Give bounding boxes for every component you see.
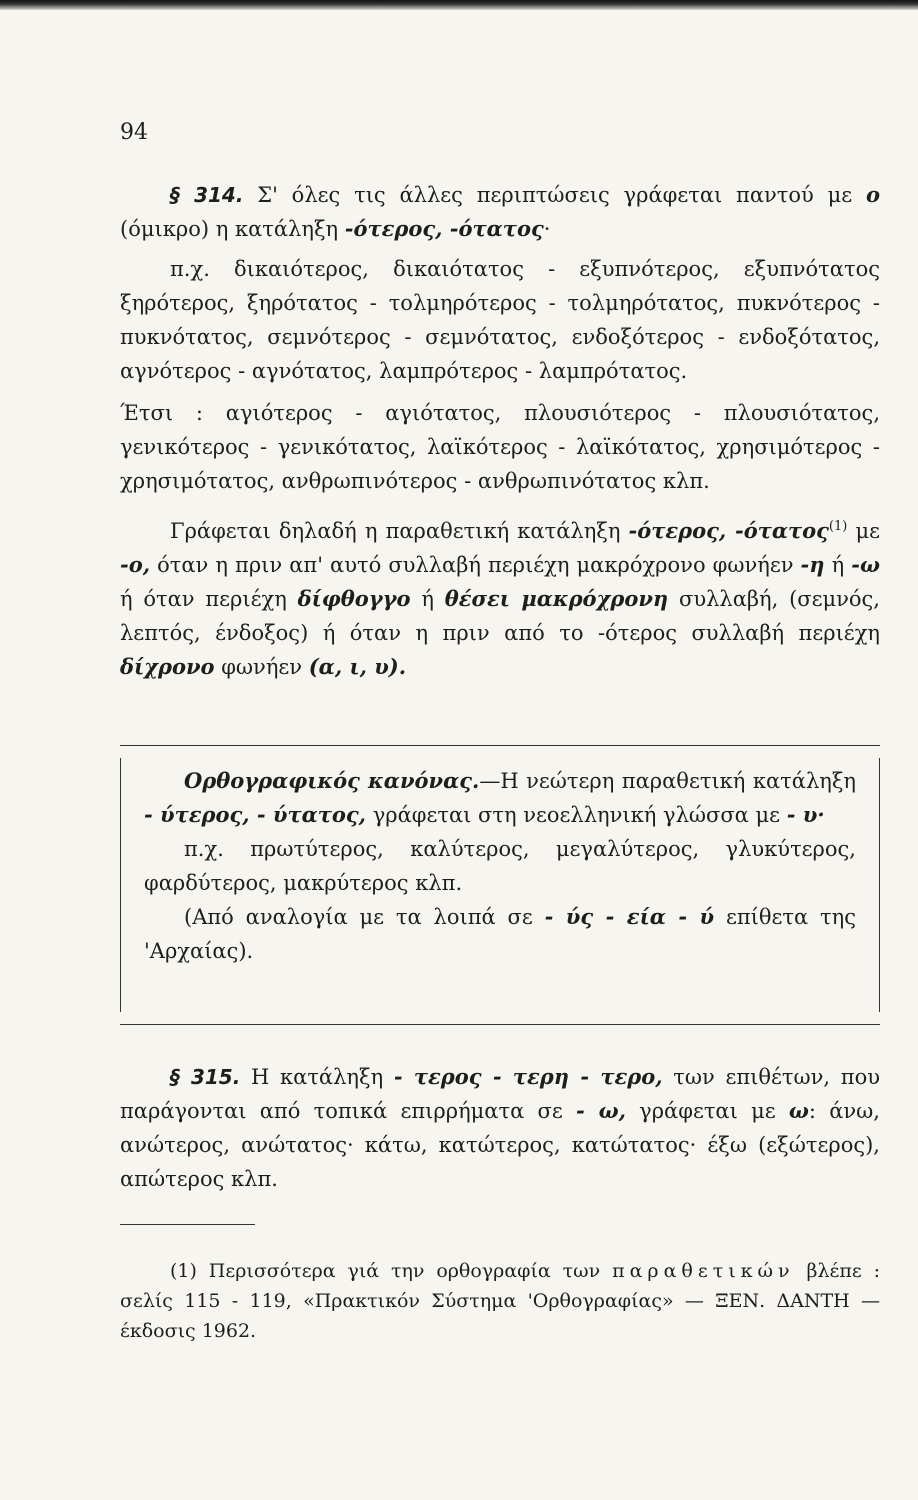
examples-paragraph-2: Έτσι : αγιότερος - αγιότατος, πλουσιότερος - πλουσιότατος, γενικότερος - γενικότατος, λαϊκότερος - λαϊκότατος, χρησιμότερος - χρησιμότατος, ανθρωπινότερος - ανθρωπινότατος κλπ. <box>120 401 880 493</box>
emphasis: - τερος - τερη - τερο, <box>393 1064 663 1089</box>
emphasis: θέσει μακρόχρονη <box>444 586 669 611</box>
text-run: Σ' όλες τις άλλες περιπτώσεις γράφεται παντού με <box>257 183 853 207</box>
text-run: (1) Περισσότερα γιά την ορθογραφία των <box>170 1260 601 1282</box>
text-run: Η κατάληξη <box>251 1065 384 1089</box>
emphasis: ω <box>788 1098 809 1123</box>
rule-paragraph <box>120 510 880 684</box>
text-run: γράφεται με <box>639 1099 776 1123</box>
rule-box-note <box>144 900 856 968</box>
text-run: ή <box>831 553 845 577</box>
text-run: ή <box>421 587 434 611</box>
rule-box-paragraph <box>144 764 856 832</box>
emphasis: -ο, <box>120 552 151 577</box>
emphasis: δίχρονο <box>120 654 215 679</box>
section-label: § 315. <box>170 1065 241 1089</box>
emphasis: - ω, <box>576 1098 626 1123</box>
emphasis: - υ· <box>786 802 825 827</box>
emphasis: -ω <box>851 552 880 577</box>
section-314-intro <box>120 178 880 246</box>
text-run: συλλαβή, (σεμνός, λεπτός, ένδοξος) ή όταν η πριν από το -ότερος συλλαβή περιέχη <box>120 587 880 645</box>
text-run: βλέπε : σελίς 115 - 119, «Πρακτικόν Σύστημα 'Ορθογραφίας» — ΞΕΝ. ΔΑΝΤΗ — έκδοσις 1962. <box>120 1260 880 1342</box>
emphasis: (α, ι, υ). <box>308 654 407 679</box>
section-label: § 314. <box>170 183 244 207</box>
emphasis: -ότερος, -ότατος <box>344 216 544 241</box>
emphasis: - ύς - εία - ύ <box>544 904 715 929</box>
text-run: : άνω, ανώτερος, ανώτατος· κάτω, κατώτερος, κατώτατος· έξω (εξώτερος), απώτερος κλπ. <box>120 1099 880 1191</box>
emphasis: -η <box>800 552 825 577</box>
page-top-edge <box>0 0 918 10</box>
rule-title: Ορθογραφικός κανόνας. <box>184 768 480 793</box>
text-run: —Η νεώτερη παραθετική κατάληξη <box>479 769 856 793</box>
text-run: γράφεται στη νεοελληνική γλώσσα με <box>372 803 781 827</box>
emphasis: -ότερος, -ότατος <box>628 518 829 543</box>
text-run: όταν η πριν απ' αυτό συλλαβή περιέχη μακρόχρονο φωνήεν <box>157 553 794 577</box>
section-315 <box>120 1060 880 1196</box>
text-run: · <box>543 217 551 241</box>
text-run: (όμικρο) η κατάληξη <box>120 217 339 241</box>
section-315-paragraph <box>120 1060 880 1196</box>
text-run: με <box>855 519 880 543</box>
box-right-border <box>879 758 880 1012</box>
footnote-text <box>120 1256 880 1346</box>
rule-box-examples: π.χ. πρωτύτερος, καλύτερος, μεγαλύτερος, γλυκύτερος, φαρδύτερος, μακρύτερος κλπ. <box>144 837 856 895</box>
orthography-rule-box <box>120 745 880 1025</box>
page-number: 94 <box>120 120 148 145</box>
footnote <box>120 1256 880 1346</box>
section-314 <box>120 178 880 684</box>
text-run: ή όταν περιέχη <box>120 587 287 611</box>
footnote-ref: (1) <box>828 519 848 534</box>
footnote-divider <box>120 1224 255 1225</box>
emphasis: δίφθογγο <box>297 586 411 611</box>
box-left-border <box>120 758 121 1012</box>
text-run: επίθετα της 'Αρχαίας). <box>144 905 857 963</box>
emphasis: ο <box>865 182 880 207</box>
text-run: των επιθέτων, που παράγονται από τοπικά επιρρήματα σε <box>120 1065 880 1123</box>
text-run: φωνήεν <box>221 655 303 679</box>
emphasis: - ύτερος, - ύτατος, <box>144 802 366 827</box>
spaced-word: παραθετικών <box>612 1260 795 1282</box>
rule-box-content <box>144 764 856 968</box>
examples-paragraph-1: π.χ. δικαιότερος, δικαιότατος - εξυπνότερος, εξυπνότατος ξηρότερος, ξηρότατος - τολμηρότερος - τολμηρότατος, πυκνότερος - πυκνότατος, σεμνότερος - σεμνότατος, ενδοξότερος - ενδοξότατος, αγνότερος - αγνότατος, λαμπρότερος - λαμπρότατος. <box>120 257 880 383</box>
text-run: Γράφεται δηλαδή η παραθετική κατάληξη <box>170 519 621 543</box>
text-run: (Από αναλογία με τα λοιπά σε <box>184 905 533 929</box>
